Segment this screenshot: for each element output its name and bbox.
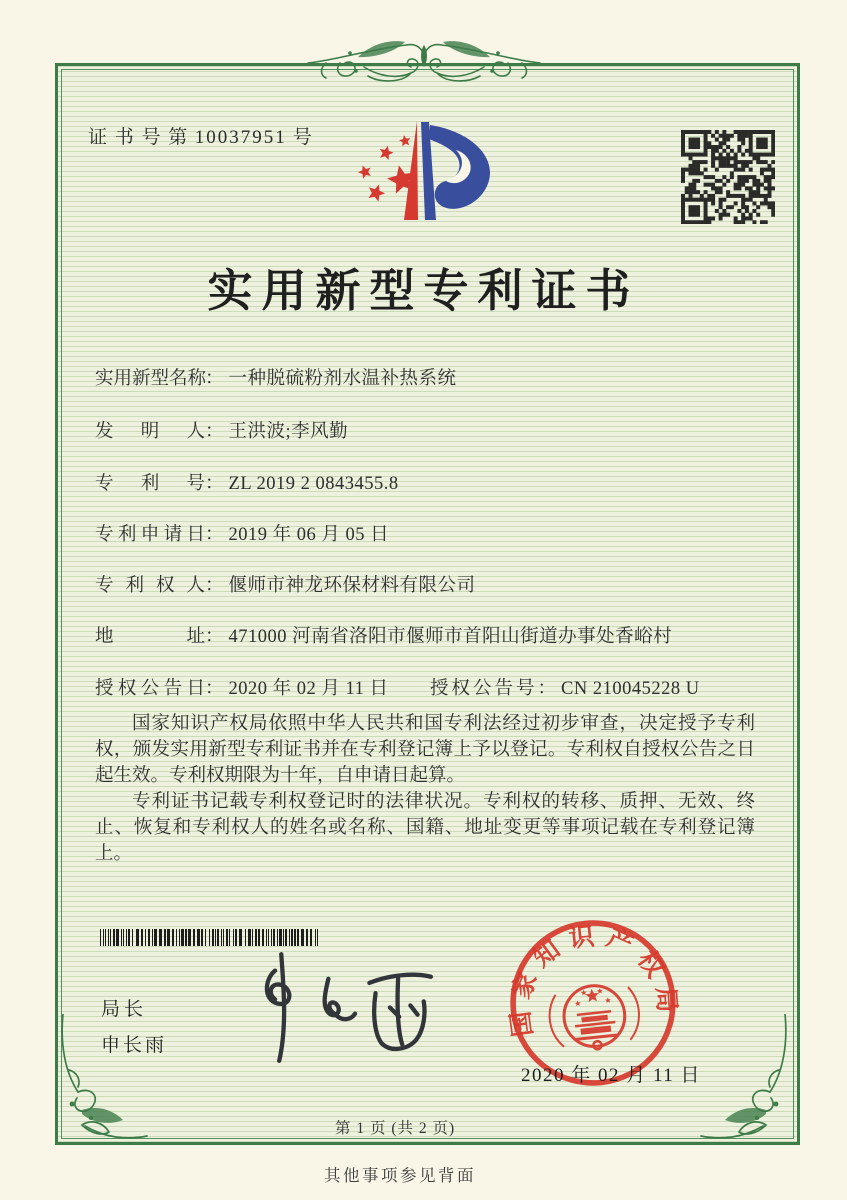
barcode	[100, 929, 320, 946]
certificate-title: 实用新型专利证书	[207, 266, 640, 316]
field-value: 471000 河南省洛阳市偃师市首阳山街道办事处香峪村	[228, 627, 673, 647]
field-label: 专利申请日	[95, 525, 205, 545]
field-value: ZL 2019 2 0843455.8	[228, 474, 399, 494]
page-number: 第 1 页 (共 2 页)	[335, 1120, 456, 1137]
logo-red-wedge	[404, 121, 418, 220]
field-row-patent-number	[95, 469, 399, 495]
seal-date: 2020 年 02 月 11 日	[521, 1065, 702, 1086]
certificate-number-value: 10037951	[194, 127, 287, 148]
field-value: 2019 年 06 月 05 日	[228, 525, 390, 545]
field-grant-publication-number	[430, 674, 700, 700]
back-side-note: 其他事项参见背面	[324, 1166, 476, 1185]
logo-p-bowl	[429, 125, 490, 209]
field-value: 王洪波;李风勤	[228, 422, 349, 442]
certificate-number-line	[88, 122, 313, 149]
field-row-inventor	[95, 417, 348, 443]
cnipa-logo	[352, 113, 502, 227]
colon: ：	[205, 369, 224, 389]
field-label: 实用新型名称	[95, 369, 207, 389]
seal-text: 国家知识产权局	[505, 921, 682, 1039]
top-flourish-ornament	[306, 36, 542, 96]
grant-statement-paragraph: 国家知识产权局依照中华人民共和国专利法经过初步审查，决定授予专利权，颁发实用新型专利证书并在专利登记簿上予以登记。专利权自授权公告之日起生效。专利权期限为十年，自申请日起算。	[95, 714, 755, 786]
field-label: 授权公告日	[95, 679, 205, 699]
colon: ：	[205, 474, 224, 494]
qr-code	[681, 130, 775, 224]
field-row-grant-date	[95, 674, 700, 700]
field-label: 专利号	[95, 474, 205, 494]
field-label: 发明人	[95, 422, 205, 442]
commissioner-handwritten-signature	[230, 948, 435, 1066]
field-value: CN 210045228 U	[561, 679, 700, 699]
field-label: 专利权人	[95, 576, 205, 596]
bottom-right-flourish-ornament	[699, 1014, 791, 1142]
colon: ：	[205, 679, 224, 699]
certificate-number-label: 证 书 号 第	[88, 127, 189, 148]
field-row-filing-date	[95, 520, 389, 546]
colon: ：	[205, 576, 224, 596]
legal-text-block	[95, 711, 755, 867]
register-statement-paragraph: 专利证书记载专利权登记时的法律状况。专利权的转移、质押、无效、终止、恢复和专利权人的姓名或名称、国籍、地址变更等事项记载在专利登记簿上。	[95, 792, 755, 864]
field-row-address	[95, 622, 672, 648]
field-value: 偃师市神龙环保材料有限公司	[228, 576, 476, 596]
commissioner-title: 局长	[101, 999, 148, 1020]
colon: ：	[205, 627, 224, 647]
colon: ：	[205, 422, 224, 442]
field-value: 一种脱硫粉剂水温补热系统	[228, 369, 457, 389]
field-label: 地址	[95, 627, 205, 647]
field-row-patentee	[95, 571, 476, 597]
national-emblem-icon	[547, 981, 643, 1054]
field-row-utility-model-name	[95, 364, 457, 390]
colon: ：	[205, 525, 224, 545]
field-value: 2020 年 02 月 11 日	[228, 679, 389, 699]
commissioner-name: 申长雨	[101, 1035, 168, 1056]
colon: ：	[537, 679, 557, 699]
certificate-number-suffix: 号	[292, 127, 314, 148]
field-label: 授权公告号	[430, 679, 538, 699]
